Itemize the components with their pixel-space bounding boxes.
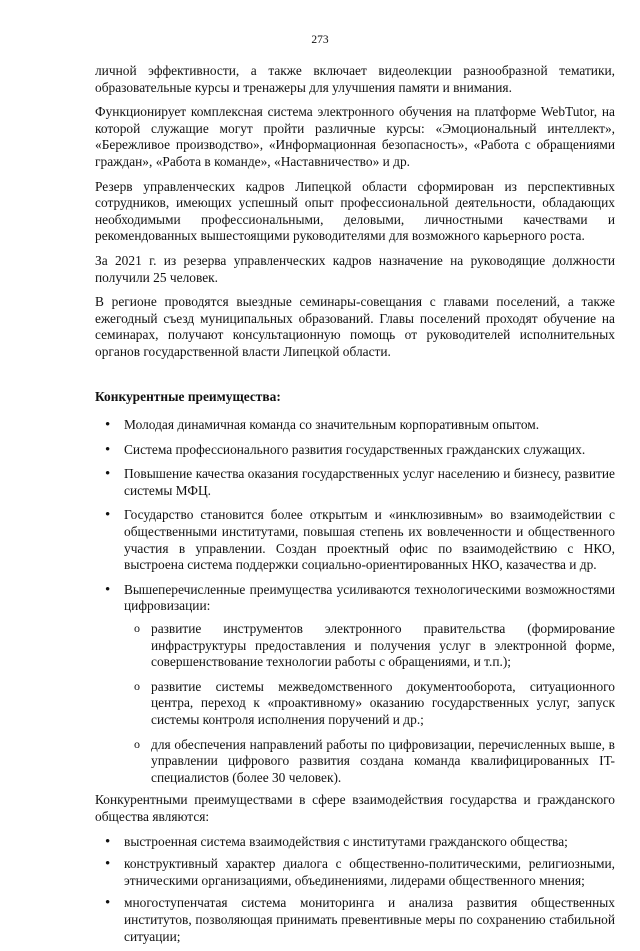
- list-item-text: Вышеперечисленные преимущества усиливаются технологическими возможностями цифровизации:: [124, 581, 615, 614]
- sub-list-item: o развитие системы межведомственного документооборота, ситуационного центра, переход к «проактивному» оказанию государственных услуг, запуск системы контроля исполнения поручений и др.;: [124, 679, 615, 729]
- civil-society-list: [95, 834, 615, 946]
- list-item: • Молодая динамичная команда со значительным корпоративным опытом.: [95, 417, 615, 434]
- page-body: [95, 63, 615, 951]
- list-item: • конструктивный характер диалога с общественно-политическими, религиозными, этническими организациями, объединениями, лидерами общественного мнения;: [95, 856, 615, 889]
- sub-list-item: o развитие инструментов электронного правительства (формирование инфраструктуры предоставления и получения услуг в электронной форме, совершенствование технологии работы с обращениями, и т.п.);: [124, 621, 615, 671]
- paragraph: личной эффективности, а также включает видеолекции разнообразной тематики, образовательные курсы и тренажеры для улучшения памяти и внимания.: [95, 63, 615, 95]
- digitalization-sublist: [124, 621, 615, 786]
- paragraph: Конкурентными преимуществами в сфере взаимодействия государства и гражданского общества являются:: [95, 792, 615, 824]
- list-item: • Повышение качества оказания государственных услуг населению и бизнесу, развитие системы МФЦ.: [95, 466, 615, 499]
- paragraph: Функционирует комплексная система электронного обучения на платформе WebTutor, на которой служащие могут пройти различные курсы: «Эмоциональный интеллект», «Бережливое производство», «Информационная безопасность», «Работа с обращениями граждан», «Работа в команде», «Наставничество» и др.: [95, 104, 615, 169]
- advantages-list: [95, 417, 615, 786]
- section-heading: Конкурентные преимущества:: [95, 388, 281, 404]
- list-item: • выстроенная система взаимодействия с институтами гражданского общества;: [95, 834, 615, 851]
- list-item: • Государство становится более открытым и «инклюзивным» во взаимодействии с общественными институтами, повышая степень их вовлеченности и общественного участия в управлении. Создан проектный офис по взаимодействию с НКО, выстроена система поддержки социально-ориентированных НКО, казачества и др.: [95, 507, 615, 573]
- paragraph: За 2021 г. из резерва управленческих кадров назначение на руководящие должности получили 25 человек.: [95, 252, 615, 285]
- list-item: • Система профессионального развития государственных гражданских служащих.: [95, 442, 615, 459]
- page-number: 273: [311, 34, 329, 46]
- list-item: [95, 582, 615, 787]
- paragraph: В регионе проводятся выездные семинары-совещания с главами поселений, а также ежегодный съезд муниципальных образований. Главы поселений проходят обучение на семинарах, получают консультационную помощь от руководителей исполнительных органов государственной власти Липецкой области.: [95, 294, 615, 359]
- sub-list-item: o для обеспечения направлений работы по цифровизации, перечисленных выше, в управлении цифрового развития создана команда квалифицированных IT-специалистов (более 30 человек).: [124, 737, 615, 787]
- paragraph: Резерв управленческих кадров Липецкой области сформирован из перспективных сотрудников, имеющих успешный опыт профессиональной деятельности, обладающих необходимыми профессиональными, деловыми, личностными качествами и рекомендованных вышестоящими руководителями для возможного карьерного роста.: [95, 178, 615, 244]
- list-item: • многоступенчатая система мониторинга и анализа развития общественных институтов, позволяющая принимать превентивные меры по сохранению стабильной ситуации;: [95, 895, 615, 945]
